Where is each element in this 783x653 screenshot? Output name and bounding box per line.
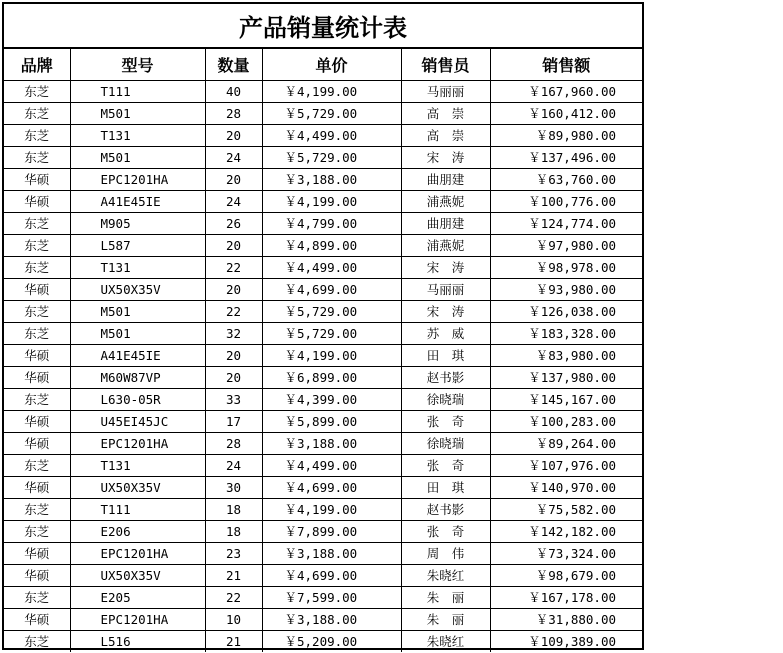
sales-amount-cell: ￥142,182.00 bbox=[490, 521, 642, 543]
unit-price-cell: ￥4,199.00 bbox=[262, 81, 401, 103]
quantity-cell: 28 bbox=[205, 103, 262, 125]
unit-price-cell: ￥4,699.00 bbox=[262, 477, 401, 499]
unit-price-cell: ￥4,699.00 bbox=[262, 565, 401, 587]
quantity-cell: 28 bbox=[205, 433, 262, 455]
quantity-cell: 20 bbox=[205, 279, 262, 301]
brand-cell: 东芝 bbox=[4, 147, 70, 169]
brand-cell: 东芝 bbox=[4, 631, 70, 653]
salesperson-cell: 浦燕妮 bbox=[401, 235, 490, 257]
unit-price-cell: ￥6,899.00 bbox=[262, 367, 401, 389]
model-cell: T111 bbox=[70, 499, 205, 521]
quantity-cell: 33 bbox=[205, 389, 262, 411]
model-cell: M501 bbox=[70, 103, 205, 125]
model-cell: L630-05R bbox=[70, 389, 205, 411]
salesperson-cell: 赵书影 bbox=[401, 367, 490, 389]
table-row bbox=[4, 235, 642, 257]
model-cell: UX50X35V bbox=[70, 565, 205, 587]
sales-amount-cell: ￥160,412.00 bbox=[490, 103, 642, 125]
sales-amount-cell: ￥100,776.00 bbox=[490, 191, 642, 213]
column-header-unit-price: 单价 bbox=[262, 49, 401, 81]
unit-price-cell: ￥3,188.00 bbox=[262, 609, 401, 631]
table-row bbox=[4, 587, 642, 609]
salesperson-cell: 苏 威 bbox=[401, 323, 490, 345]
brand-cell: 华硕 bbox=[4, 279, 70, 301]
model-cell: M60W87VP bbox=[70, 367, 205, 389]
model-cell: M501 bbox=[70, 301, 205, 323]
column-header-brand: 品牌 bbox=[4, 49, 70, 81]
brand-cell: 华硕 bbox=[4, 609, 70, 631]
brand-cell: 华硕 bbox=[4, 367, 70, 389]
brand-cell: 东芝 bbox=[4, 499, 70, 521]
model-cell: E205 bbox=[70, 587, 205, 609]
brand-cell: 东芝 bbox=[4, 389, 70, 411]
model-cell: U45EI45JC bbox=[70, 411, 205, 433]
sales-amount-cell: ￥73,324.00 bbox=[490, 543, 642, 565]
model-cell: A41E45IE bbox=[70, 345, 205, 367]
salesperson-cell: 张 奇 bbox=[401, 521, 490, 543]
model-cell: M501 bbox=[70, 147, 205, 169]
unit-price-cell: ￥4,199.00 bbox=[262, 499, 401, 521]
brand-cell: 东芝 bbox=[4, 587, 70, 609]
quantity-cell: 32 bbox=[205, 323, 262, 345]
unit-price-cell: ￥4,199.00 bbox=[262, 191, 401, 213]
quantity-cell: 20 bbox=[205, 367, 262, 389]
sales-amount-cell: ￥137,496.00 bbox=[490, 147, 642, 169]
sales-amount-cell: ￥145,167.00 bbox=[490, 389, 642, 411]
model-cell: EPC1201HA bbox=[70, 543, 205, 565]
unit-price-cell: ￥3,188.00 bbox=[262, 169, 401, 191]
salesperson-cell: 周 伟 bbox=[401, 543, 490, 565]
brand-cell: 东芝 bbox=[4, 235, 70, 257]
sales-amount-cell: ￥167,178.00 bbox=[490, 587, 642, 609]
model-cell: E206 bbox=[70, 521, 205, 543]
table-row bbox=[4, 631, 642, 653]
table-row bbox=[4, 433, 642, 455]
model-cell: T131 bbox=[70, 455, 205, 477]
unit-price-cell: ￥4,499.00 bbox=[262, 125, 401, 147]
salesperson-cell: 马丽丽 bbox=[401, 279, 490, 301]
salesperson-cell: 朱 丽 bbox=[401, 587, 490, 609]
quantity-cell: 20 bbox=[205, 235, 262, 257]
model-cell: T131 bbox=[70, 125, 205, 147]
quantity-cell: 20 bbox=[205, 345, 262, 367]
salesperson-cell: 朱晓红 bbox=[401, 631, 490, 653]
unit-price-cell: ￥4,499.00 bbox=[262, 455, 401, 477]
brand-cell: 华硕 bbox=[4, 191, 70, 213]
quantity-cell: 20 bbox=[205, 169, 262, 191]
salesperson-cell: 曲朋建 bbox=[401, 169, 490, 191]
brand-cell: 华硕 bbox=[4, 345, 70, 367]
sales-amount-cell: ￥63,760.00 bbox=[490, 169, 642, 191]
table-row bbox=[4, 213, 642, 235]
salesperson-cell: 宋 涛 bbox=[401, 301, 490, 323]
quantity-cell: 21 bbox=[205, 565, 262, 587]
model-cell: M905 bbox=[70, 213, 205, 235]
quantity-cell: 10 bbox=[205, 609, 262, 631]
column-header-quantity: 数量 bbox=[205, 49, 262, 81]
brand-cell: 华硕 bbox=[4, 543, 70, 565]
unit-price-cell: ￥4,199.00 bbox=[262, 345, 401, 367]
table-row bbox=[4, 521, 642, 543]
sales-amount-cell: ￥140,970.00 bbox=[490, 477, 642, 499]
sales-amount-cell: ￥98,978.00 bbox=[490, 257, 642, 279]
salesperson-cell: 宋 涛 bbox=[401, 257, 490, 279]
quantity-cell: 40 bbox=[205, 81, 262, 103]
salesperson-cell: 徐晓瑞 bbox=[401, 433, 490, 455]
quantity-cell: 30 bbox=[205, 477, 262, 499]
sales-amount-cell: ￥89,980.00 bbox=[490, 125, 642, 147]
sales-amount-cell: ￥98,679.00 bbox=[490, 565, 642, 587]
table-row bbox=[4, 125, 642, 147]
sales-table bbox=[4, 48, 642, 652]
salesperson-cell: 朱晓红 bbox=[401, 565, 490, 587]
salesperson-cell: 赵书影 bbox=[401, 499, 490, 521]
quantity-cell: 22 bbox=[205, 257, 262, 279]
table-row bbox=[4, 81, 642, 103]
unit-price-cell: ￥5,899.00 bbox=[262, 411, 401, 433]
quantity-cell: 24 bbox=[205, 455, 262, 477]
unit-price-cell: ￥7,599.00 bbox=[262, 587, 401, 609]
header-row bbox=[4, 49, 642, 81]
model-cell: UX50X35V bbox=[70, 279, 205, 301]
sales-amount-cell: ￥89,264.00 bbox=[490, 433, 642, 455]
brand-cell: 华硕 bbox=[4, 433, 70, 455]
unit-price-cell: ￥5,729.00 bbox=[262, 103, 401, 125]
table-row bbox=[4, 103, 642, 125]
salesperson-cell: 马丽丽 bbox=[401, 81, 490, 103]
sales-amount-cell: ￥107,976.00 bbox=[490, 455, 642, 477]
brand-cell: 东芝 bbox=[4, 125, 70, 147]
model-cell: EPC1201HA bbox=[70, 433, 205, 455]
salesperson-cell: 高 崇 bbox=[401, 125, 490, 147]
quantity-cell: 21 bbox=[205, 631, 262, 653]
salesperson-cell: 张 奇 bbox=[401, 455, 490, 477]
table-row bbox=[4, 367, 642, 389]
sales-amount-cell: ￥31,880.00 bbox=[490, 609, 642, 631]
model-cell: L516 bbox=[70, 631, 205, 653]
salesperson-cell: 高 崇 bbox=[401, 103, 490, 125]
model-cell: EPC1201HA bbox=[70, 169, 205, 191]
table-row bbox=[4, 411, 642, 433]
brand-cell: 华硕 bbox=[4, 411, 70, 433]
table-body bbox=[4, 81, 642, 653]
brand-cell: 东芝 bbox=[4, 521, 70, 543]
brand-cell: 华硕 bbox=[4, 169, 70, 191]
table-row bbox=[4, 477, 642, 499]
quantity-cell: 22 bbox=[205, 587, 262, 609]
quantity-cell: 20 bbox=[205, 125, 262, 147]
table-row bbox=[4, 499, 642, 521]
unit-price-cell: ￥5,209.00 bbox=[262, 631, 401, 653]
brand-cell: 华硕 bbox=[4, 565, 70, 587]
table-row bbox=[4, 191, 642, 213]
brand-cell: 东芝 bbox=[4, 323, 70, 345]
table-row bbox=[4, 169, 642, 191]
brand-cell: 东芝 bbox=[4, 213, 70, 235]
quantity-cell: 18 bbox=[205, 521, 262, 543]
salesperson-cell: 浦燕妮 bbox=[401, 191, 490, 213]
model-cell: T111 bbox=[70, 81, 205, 103]
unit-price-cell: ￥5,729.00 bbox=[262, 323, 401, 345]
brand-cell: 东芝 bbox=[4, 257, 70, 279]
sales-amount-cell: ￥109,389.00 bbox=[490, 631, 642, 653]
brand-cell: 东芝 bbox=[4, 103, 70, 125]
sales-amount-cell: ￥97,980.00 bbox=[490, 235, 642, 257]
unit-price-cell: ￥5,729.00 bbox=[262, 301, 401, 323]
model-cell: UX50X35V bbox=[70, 477, 205, 499]
sales-amount-cell: ￥183,328.00 bbox=[490, 323, 642, 345]
quantity-cell: 24 bbox=[205, 147, 262, 169]
table-row bbox=[4, 609, 642, 631]
table-row bbox=[4, 279, 642, 301]
page-title: 产品销量统计表 bbox=[4, 4, 642, 48]
table-row bbox=[4, 147, 642, 169]
salesperson-cell: 张 奇 bbox=[401, 411, 490, 433]
sales-amount-cell: ￥137,980.00 bbox=[490, 367, 642, 389]
unit-price-cell: ￥4,399.00 bbox=[262, 389, 401, 411]
sales-amount-cell: ￥75,582.00 bbox=[490, 499, 642, 521]
sales-amount-cell: ￥83,980.00 bbox=[490, 345, 642, 367]
salesperson-cell: 徐晓瑞 bbox=[401, 389, 490, 411]
unit-price-cell: ￥7,899.00 bbox=[262, 521, 401, 543]
sales-amount-cell: ￥126,038.00 bbox=[490, 301, 642, 323]
quantity-cell: 22 bbox=[205, 301, 262, 323]
unit-price-cell: ￥4,699.00 bbox=[262, 279, 401, 301]
salesperson-cell: 朱 丽 bbox=[401, 609, 490, 631]
unit-price-cell: ￥4,799.00 bbox=[262, 213, 401, 235]
brand-cell: 东芝 bbox=[4, 81, 70, 103]
unit-price-cell: ￥5,729.00 bbox=[262, 147, 401, 169]
salesperson-cell: 田 琪 bbox=[401, 477, 490, 499]
column-header-salesperson: 销售员 bbox=[401, 49, 490, 81]
quantity-cell: 26 bbox=[205, 213, 262, 235]
quantity-cell: 18 bbox=[205, 499, 262, 521]
quantity-cell: 23 bbox=[205, 543, 262, 565]
model-cell: EPC1201HA bbox=[70, 609, 205, 631]
unit-price-cell: ￥4,499.00 bbox=[262, 257, 401, 279]
table-row bbox=[4, 345, 642, 367]
salesperson-cell: 宋 涛 bbox=[401, 147, 490, 169]
brand-cell: 华硕 bbox=[4, 477, 70, 499]
model-cell: T131 bbox=[70, 257, 205, 279]
brand-cell: 东芝 bbox=[4, 455, 70, 477]
quantity-cell: 24 bbox=[205, 191, 262, 213]
unit-price-cell: ￥3,188.00 bbox=[262, 433, 401, 455]
brand-cell: 东芝 bbox=[4, 301, 70, 323]
table-row bbox=[4, 301, 642, 323]
table-row bbox=[4, 565, 642, 587]
model-cell: A41E45IE bbox=[70, 191, 205, 213]
column-header-sales-amount: 销售额 bbox=[490, 49, 642, 81]
sales-amount-cell: ￥93,980.00 bbox=[490, 279, 642, 301]
model-cell: M501 bbox=[70, 323, 205, 345]
salesperson-cell: 曲朋建 bbox=[401, 213, 490, 235]
sales-amount-cell: ￥100,283.00 bbox=[490, 411, 642, 433]
sales-amount-cell: ￥167,960.00 bbox=[490, 81, 642, 103]
table-row bbox=[4, 455, 642, 477]
sales-amount-cell: ￥124,774.00 bbox=[490, 213, 642, 235]
unit-price-cell: ￥4,899.00 bbox=[262, 235, 401, 257]
quantity-cell: 17 bbox=[205, 411, 262, 433]
table-row bbox=[4, 257, 642, 279]
table-row bbox=[4, 389, 642, 411]
column-header-model: 型号 bbox=[70, 49, 205, 81]
sales-sheet bbox=[2, 2, 644, 650]
salesperson-cell: 田 琪 bbox=[401, 345, 490, 367]
unit-price-cell: ￥3,188.00 bbox=[262, 543, 401, 565]
model-cell: L587 bbox=[70, 235, 205, 257]
table-row bbox=[4, 323, 642, 345]
table-row bbox=[4, 543, 642, 565]
